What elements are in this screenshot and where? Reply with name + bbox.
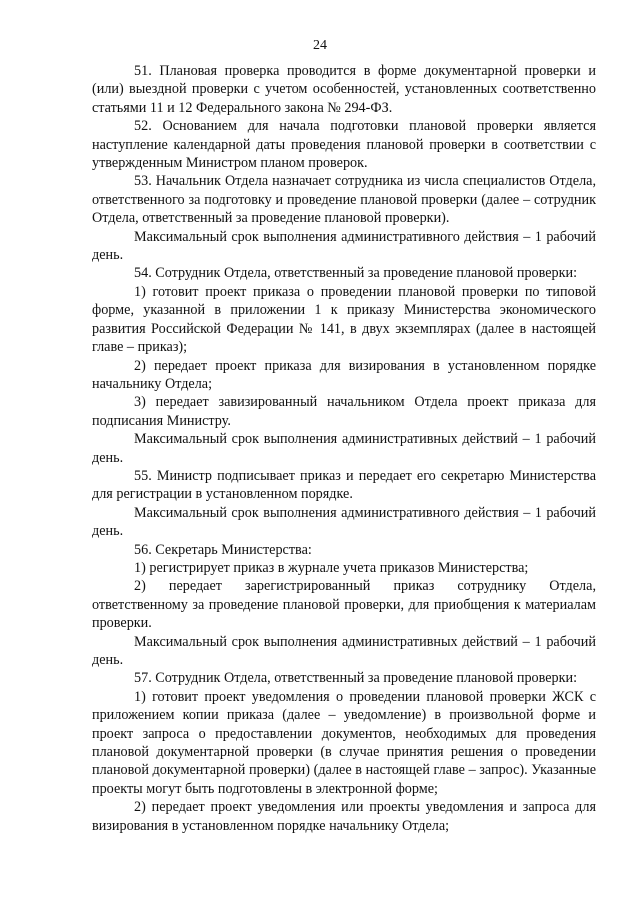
- paragraph-56-item-2: 2) передает зарегистрированный приказ сотруднику Отдела, ответственному за проведение плановой проверки, для приобщения к материалам проверки.: [92, 578, 596, 632]
- paragraph-54-item-3: 3) передает завизированный начальником Отдела проект приказа для подписания Министру.: [92, 394, 596, 429]
- paragraph-53-deadline: Максимальный срок выполнения административного действия – 1 рабочий день.: [92, 228, 596, 264]
- paragraph-54-item-2: 2) передает проект приказа для визирования в установленном порядке начальнику Отдела;: [92, 357, 596, 392]
- paragraph-54-deadline: Максимальный срок выполнения административных действий – 1 рабочий день.: [92, 431, 596, 466]
- paragraph-53: 53. Начальник Отдела назначает сотрудника из числа специалистов Отдела, ответственного за подготовку и проведение плановой проверки (далее – сотрудник Отдела, ответственный за проведение плановой проверки).: [92, 173, 596, 227]
- paragraph-57-item-1: 1) готовит проект уведомления о проведении плановой проверки ЖСК с приложением копии приказа (далее – уведомление) в произвольной форме и проект запроса о предоставлении документов, необходимых для проведения плановой документарной проверки (в случае принятия решения о проведении плановой документарной проверки) (далее в настоящей главе – запрос). Указанные проекты могут быть подготовлены в электронной форме;: [92, 688, 596, 797]
- paragraph-54-item-1: 1) готовит проект приказа о проведении плановой проверки по типовой форме, указанной в приложении 1 к приказу Министерства экономического развития Российской Федерации № 141, в двух экземплярах (далее в настоящей главе – приказ);: [92, 283, 596, 356]
- paragraph-56-deadline: Максимальный срок выполнения административных действий – 1 рабочий день.: [92, 633, 596, 668]
- paragraph-52: 52. Основанием для начала подготовки плановой проверки является наступление календарной даты проведения плановой проверки в соответствии с утвержденным Министром планом проверок.: [92, 118, 596, 172]
- paragraph-55-deadline: Максимальный срок выполнения административного действия – 1 рабочий день.: [92, 504, 596, 540]
- paragraph-57-item-2: 2) передает проект уведомления или проекты уведомления и запроса для визирования в установленном порядке начальнику Отдела;: [92, 799, 596, 834]
- paragraph-56: 56. Секретарь Министерства:: [134, 541, 312, 558]
- page-number: 24: [313, 38, 327, 53]
- paragraph-51: 51. Плановая проверка проводится в форме документарной проверки и (или) выездной проверки с учетом особенностей, установленных соответственно статьями 11 и 12 Федерального закона № 294-ФЗ.: [92, 63, 596, 116]
- paragraph-56-item-1: 1) регистрирует приказ в журнале учета приказов Министерства;: [134, 559, 529, 576]
- paragraph-54: 54. Сотрудник Отдела, ответственный за проведение плановой проверки:: [134, 265, 578, 282]
- paragraph-57: 57. Сотрудник Отдела, ответственный за проведение плановой проверки:: [134, 670, 578, 687]
- document-body: [92, 62, 596, 835]
- paragraph-55: 55. Министр подписывает приказ и передает его секретарю Министерства для регистрации в установленном порядке.: [92, 467, 596, 503]
